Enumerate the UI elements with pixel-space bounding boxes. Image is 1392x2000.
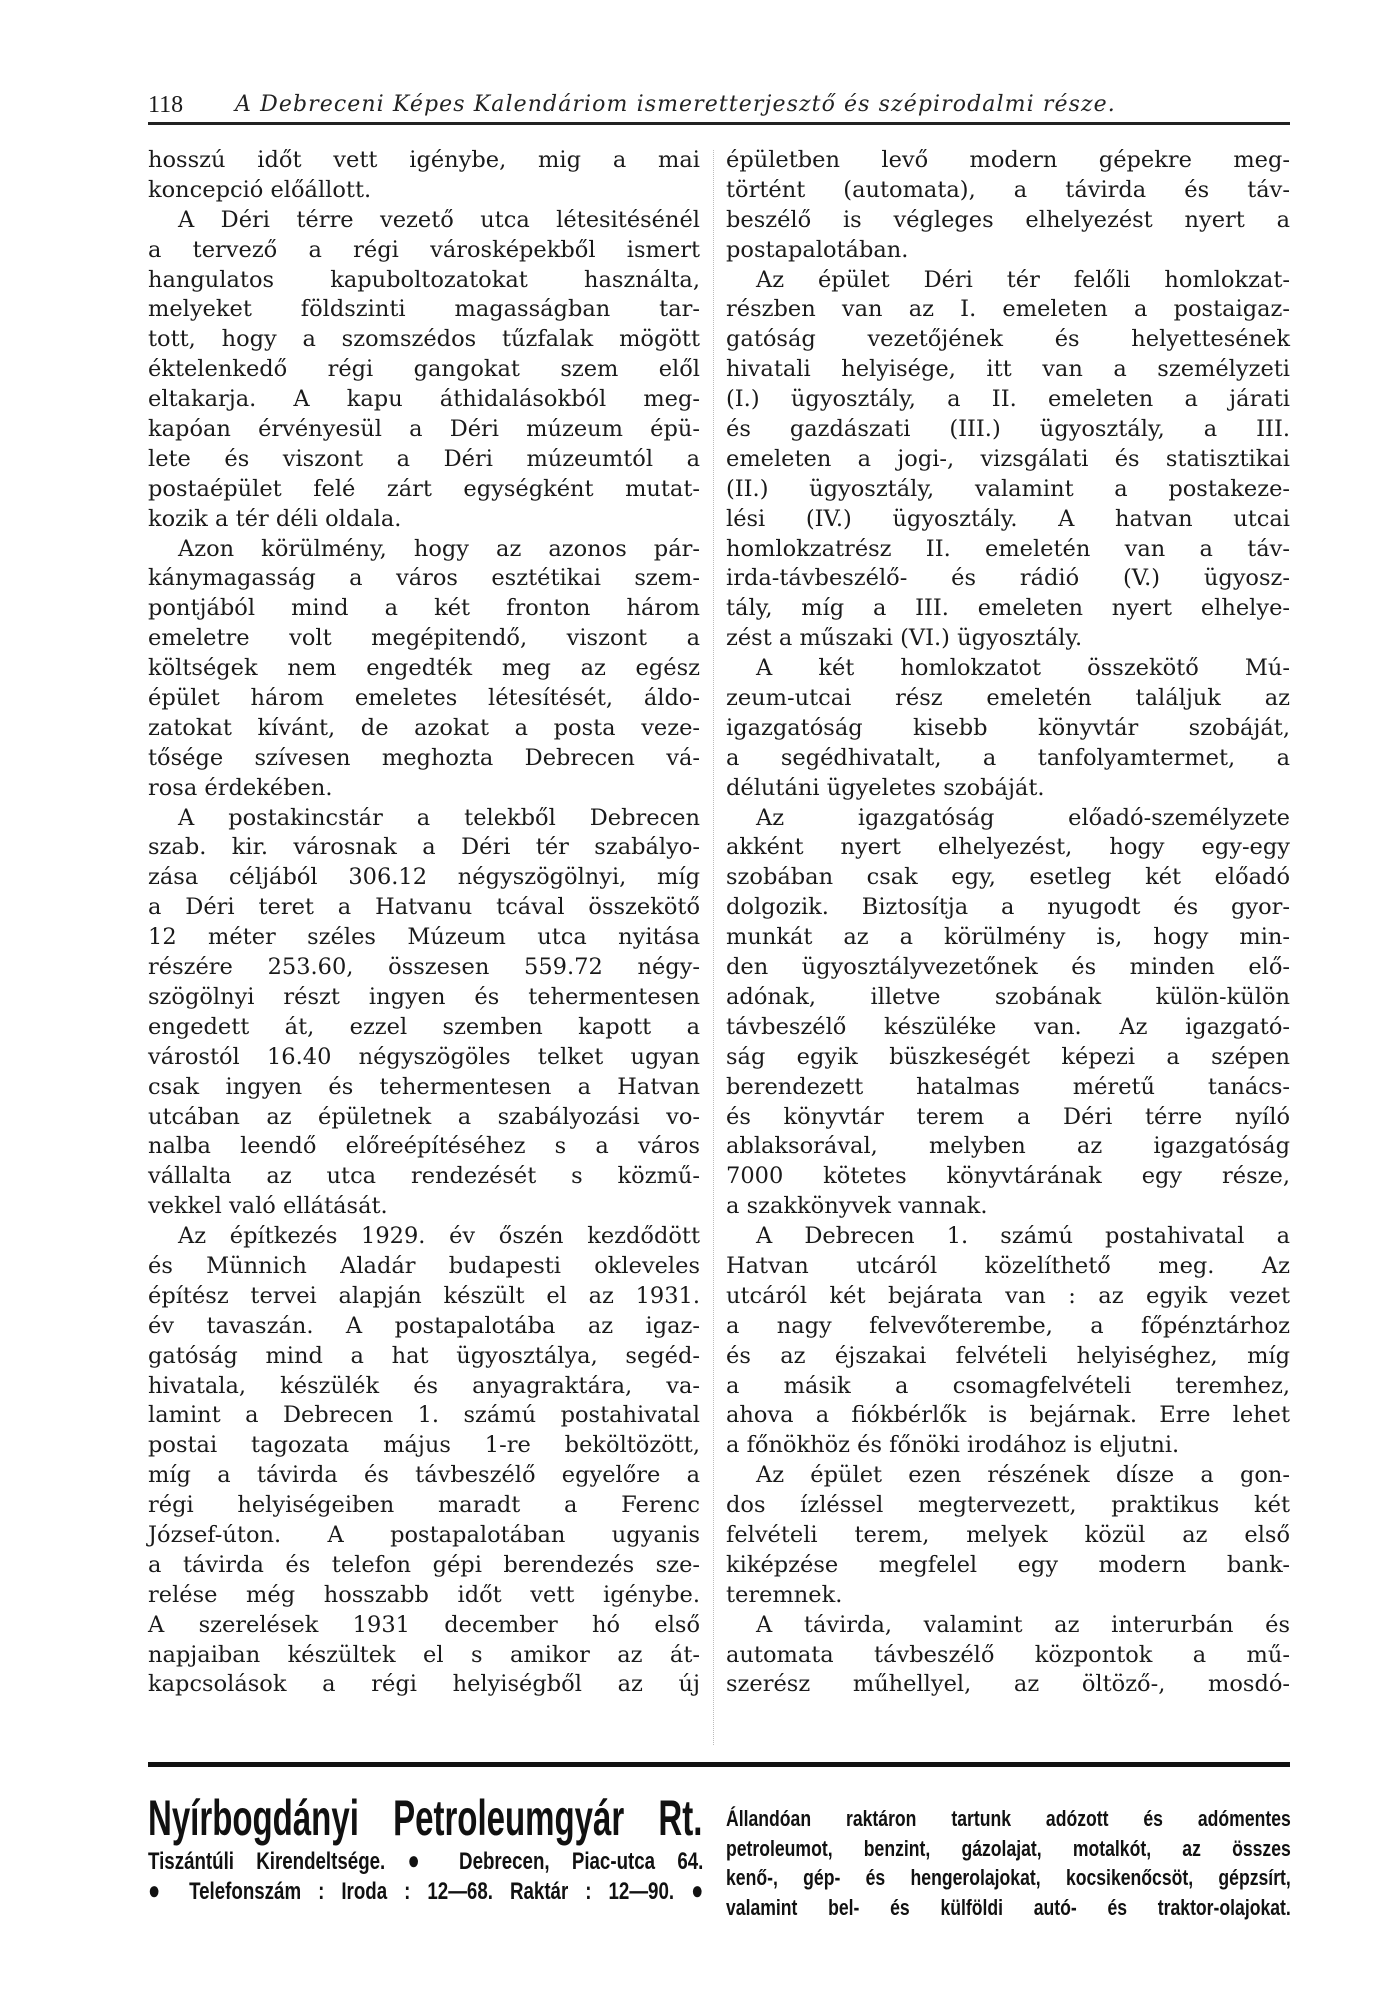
text-line: Azon körülmény, hogy az azonos pár- — [178, 535, 700, 562]
advertisement-rule — [148, 1762, 1290, 1767]
text-line: kapcsolások a régi helyiségből az új — [148, 1671, 700, 1698]
text-line: építész tervei alapján készült el az 1931. — [148, 1282, 700, 1309]
text-line: szerész műhellyel, az öltöző-, mosdó- — [726, 1671, 1290, 1698]
text-line: csak ingyen és tehermentesen a Hatvan — [148, 1073, 700, 1100]
text-line: és az éjszakai felvételi helyiséghez, míg — [726, 1342, 1290, 1369]
text-line: (II.) ügyosztály, valamint a postakeze- — [726, 475, 1290, 502]
text-line: A postakincstár a telekből Debrecen — [178, 804, 700, 831]
text-line: irda-távbeszélő- és rádió (V.) ügyosz- — [726, 565, 1290, 592]
text-line: utcáról két bejárata van : az egyik vezet — [726, 1282, 1290, 1309]
advertisement-company-block — [148, 1790, 703, 1906]
text-line: rosa érdekében. — [148, 774, 333, 801]
text-line: adónak, illetve szobának külön-külön — [726, 983, 1290, 1010]
text-line: épület három emeletes létesítését, áldo- — [148, 685, 700, 712]
text-line: a másik a csomagfelvételi teremhez, — [726, 1372, 1290, 1399]
text-line: A két homlokzatot összekötő Mú- — [756, 655, 1290, 682]
text-line: berendezett hatalmas méretű tanács- — [726, 1073, 1290, 1100]
text-line: épületben levő modern gépekre meg- — [726, 147, 1290, 173]
text-line: beszélő is végleges elhelyezést nyert a — [726, 206, 1290, 233]
paragraph — [726, 146, 1290, 266]
text-line: a segédhivatalt, a tanfolyamtermet, a — [726, 744, 1290, 771]
text-line: postapalotában. — [726, 236, 909, 263]
bullet-icon: ● — [691, 1875, 704, 1905]
text-line: délutáni ügyeletes szobáját. — [726, 774, 1045, 801]
paragraph — [726, 266, 1290, 655]
advertisement-company-name: Nyírbogdányi Petroleumgyár Rt. — [148, 1790, 703, 1846]
text-line: történt (automata), a távirda és táv- — [726, 176, 1290, 203]
text-line: lete és viszont a Déri múzeumtól a — [148, 445, 700, 472]
text-line: zatokat kívánt, de azokat a posta veze- — [148, 714, 700, 741]
text-line: Az épület Déri tér felőli homlokzat- — [756, 266, 1290, 293]
text-line: míg a távirda és távbeszélő egyelőre a — [148, 1462, 700, 1489]
text-line: Az igazgatóság előadó-személyzete — [756, 804, 1290, 831]
text-line: hivatala, készülék és anyagraktára, va- — [148, 1372, 700, 1399]
advertisement-address-line — [148, 1846, 703, 1876]
text-line: várostól 16.40 négyszögöles telket ugyan — [148, 1043, 700, 1070]
text-line: dolgozik. Biztosítja a nyugodt és gyor- — [726, 894, 1290, 921]
text-line: A szerelések 1931 december hó első — [148, 1611, 700, 1638]
paragraph — [148, 206, 700, 535]
bullet-icon: ● — [407, 1845, 437, 1875]
paragraph — [726, 654, 1290, 803]
text-line: távbeszélő készüléke van. Az igazgató- — [726, 1013, 1290, 1040]
text-line: akként nyert elhelyezést, hogy egy-egy — [726, 834, 1290, 861]
text-line: Az épület ezen részének dísze a gon- — [756, 1462, 1290, 1489]
text-line: és könyvtár terem a Déri térre nyíló — [726, 1103, 1290, 1130]
advertisement-phone: Telefonszám : Iroda : 12—68. Raktár : 12—90. — [189, 1878, 675, 1905]
text-line: részére 253.60, összesen 559.72 négy- — [148, 954, 700, 981]
text-line: a Déri teret a Hatvanu tcával összekötő — [148, 894, 700, 921]
text-line: lési (IV.) ügyosztály. A hatvan utcai — [726, 505, 1290, 532]
text-line: és gazdászati (III.) ügyosztály, a III. — [726, 416, 1290, 443]
text-line: és Münnich Aladár budapesti okleveles — [148, 1252, 700, 1279]
advertisement-address: Debrecen, Piac-utca 64. — [459, 1848, 704, 1875]
text-line: zeum-utcai rész emeletén találjuk az — [726, 685, 1290, 712]
paragraph — [148, 804, 700, 1222]
paragraph — [148, 535, 700, 804]
text-line: kapóan érvényesül a Déri múzeum épü- — [148, 416, 700, 443]
advertisement-offer-line: kenő-, gép- és hengerolajokat, kocsikenőcsöt, gépzsírt, — [726, 1865, 1291, 1890]
text-line: kánymagasság a város esztétikai szem- — [148, 565, 700, 592]
paragraph — [726, 1461, 1290, 1610]
text-line: A távirda, valamint az interurbán és — [756, 1611, 1290, 1638]
text-line: engedett át, ezzel szemben kapott a — [148, 1013, 700, 1040]
header-rule — [148, 122, 1290, 125]
text-line: teremnek. — [726, 1581, 843, 1608]
text-line: postai tagozata május 1-re beköltözött, — [148, 1432, 700, 1459]
text-line: felvételi terem, melyek közül az első — [726, 1521, 1290, 1548]
text-line: a távirda és telefon gépi berendezés sze- — [148, 1551, 700, 1578]
text-line: homlokzatrész II. emeletén van a táv- — [726, 535, 1290, 562]
text-line: a szakkönyvek vannak. — [726, 1193, 988, 1220]
advertisement-offer-line: valamint bel- és külföldi autó- és traktor-olajokat. — [726, 1894, 1291, 1920]
text-line: lamint a Debrecen 1. számú postahivatal — [148, 1402, 700, 1429]
text-line: napjaiban készültek el s amikor az át- — [148, 1641, 700, 1668]
text-line: ablaksorával, melyben az igazgatóság — [726, 1133, 1290, 1160]
text-line: József-úton. A postapalotában ugyanis — [148, 1521, 700, 1548]
text-line: gatóság mind a hat ügyosztálya, segéd- — [148, 1342, 700, 1369]
bullet-icon: ● — [148, 1875, 173, 1905]
text-line: postaépület felé zárt egységként mutat- — [148, 475, 700, 502]
text-line: a főnökhöz és főnöki irodához is eljutni. — [726, 1432, 1180, 1459]
right-column — [726, 146, 1290, 1700]
paragraph — [148, 1222, 700, 1700]
text-line: költségek nem engedték meg az egész — [148, 655, 700, 682]
text-line: nalba leendő előreépítéséhez s a város — [148, 1133, 700, 1160]
text-line: a nagy felvevőterembe, a főpénztárhoz — [726, 1312, 1290, 1339]
text-line: Az építkezés 1929. év őszén kezdődött — [178, 1223, 700, 1250]
page-number: 118 — [148, 92, 184, 118]
text-line: szögölnyi részt ingyen és tehermentesen — [148, 983, 700, 1010]
left-column — [148, 146, 700, 1700]
paragraph — [148, 146, 700, 206]
running-title: A Debreceni Képes Kalendáriom ismeretterjesztő és szépirodalmi része. — [235, 92, 1116, 117]
text-line: szobában csak egy, esetleg két előadó — [726, 864, 1290, 891]
advertisement-offer-line: petroleumot, benzint, gázolajat, motalkót, az összes — [726, 1835, 1291, 1861]
text-line: emeleten a jogi-, vizsgálati és statisztikai — [726, 445, 1290, 472]
text-line: év tavaszán. A postapalotába az igaz- — [148, 1312, 700, 1339]
text-line: zést a műszaki (VI.) ügyosztály. — [726, 625, 1083, 652]
text-line: (I.) ügyosztály, a II. emeleten a járati — [726, 386, 1290, 413]
text-line: hosszú időt vett igénybe, mig a mai — [148, 147, 700, 173]
text-line: emeletre volt megépitendő, viszont a — [148, 625, 700, 652]
text-line: relése még hosszabb időt vett igénybe. — [148, 1581, 700, 1608]
text-line: koncepció előállott. — [148, 176, 372, 203]
text-line: ahova a fiókbérlők is bejárnak. Erre lehet — [726, 1402, 1290, 1429]
text-line: dos ízléssel megtervezett, praktikus két — [726, 1492, 1290, 1519]
text-line: melyeket földszinti magasságban tar- — [148, 296, 700, 323]
text-line: kozik a tér déli oldala. — [148, 505, 402, 532]
text-line: tott, hogy a szomszédos tűzfalak mögött — [148, 326, 700, 353]
text-line: hivatali helyisége, itt van a személyzeti — [726, 356, 1290, 383]
text-line: szab. kir. városnak a Déri tér szabályo- — [148, 834, 700, 861]
text-line: régi helyiségeiben maradt a Ferenc — [148, 1492, 700, 1519]
advertisement-branch: Tiszántúli Kirendeltsége. — [148, 1848, 386, 1875]
text-line: pontjából mind a két fronton három — [148, 595, 700, 622]
text-line: éktelenkedő régi gangokat szem elől — [148, 356, 700, 383]
text-line: részben van az I. emeleten a postaigaz- — [726, 296, 1290, 323]
column-divider — [713, 150, 714, 1745]
text-line: vállalta az utca rendezését s közmű- — [148, 1163, 700, 1190]
text-line: a tervező a régi városképekből ismert — [148, 236, 700, 263]
text-line: den ügyosztályvezetőnek és minden elő- — [726, 954, 1290, 981]
text-line: utcában az épületnek a szabályozási vo- — [148, 1103, 700, 1130]
text-line: tály, míg a III. emeleten nyert elhelye- — [726, 595, 1290, 622]
text-line: A Déri térre vezető utca létesitésénél — [178, 206, 700, 233]
text-line: A Debrecen 1. számú postahivatal a — [756, 1223, 1290, 1250]
text-line: munkát az a körülmény is, hogy min- — [726, 924, 1290, 951]
text-line: igazgatóság kisebb könyvtár szobáját, — [726, 714, 1290, 741]
text-line: zása céljából 306.12 négyszögölnyi, míg — [148, 864, 700, 891]
text-line: 12 méter széles Múzeum utca nyitása — [148, 924, 700, 951]
text-line: tősége szívesen meghozta Debrecen vá- — [148, 744, 700, 771]
paragraph — [726, 1611, 1290, 1701]
text-line: automata távbeszélő központok a mű- — [726, 1641, 1290, 1668]
text-line: Hatvan utcáról közelíthető meg. Az — [726, 1252, 1290, 1279]
advertisement-offer-block — [726, 1804, 1291, 1922]
text-line: vekkel való ellátását. — [148, 1193, 388, 1220]
text-line: ság egyik büszkeségét képezi a szépen — [726, 1043, 1290, 1070]
advertisement-offer-line: Állandóan raktáron tartunk adózott és adómentes — [726, 1806, 1291, 1831]
running-header — [148, 92, 1290, 122]
text-line: hangulatos kapuboltozatokat használta, — [148, 266, 700, 293]
text-line: 7000 kötetes könyvtárának egy része, — [726, 1163, 1290, 1190]
text-line: gatóság vezetőjének és helyettesének — [726, 326, 1290, 353]
advertisement-phone-line — [148, 1876, 703, 1906]
paragraph — [726, 1222, 1290, 1461]
text-line: eltakarja. A kapu áthidalásokból meg- — [148, 386, 700, 413]
paragraph — [726, 804, 1290, 1222]
text-line: kiképzése megfelel egy modern bank- — [726, 1551, 1290, 1578]
